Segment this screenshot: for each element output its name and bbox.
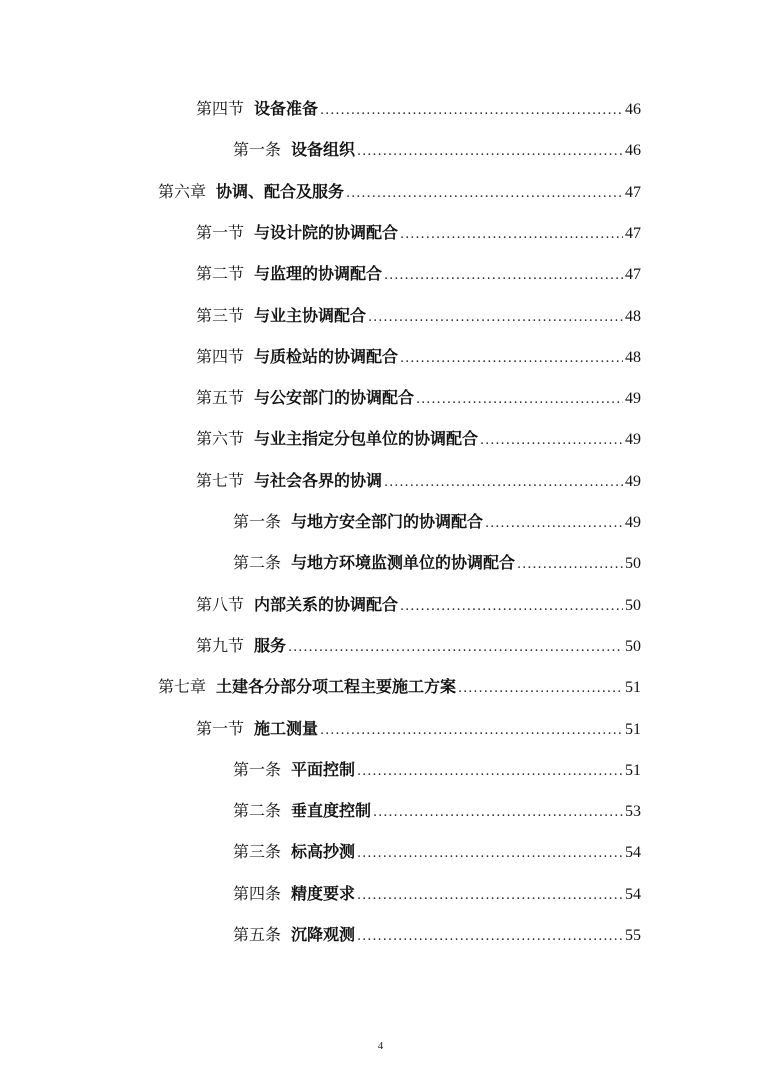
toc-entry-label: 第一条 [233,140,282,160]
toc-entry-title: 土建各分部分项工程主要施工方案 [216,677,457,697]
toc-entry-page: 47 [625,183,641,201]
toc-entry-label: 第八节 [196,594,245,614]
toc-entry-page: 48 [625,348,641,366]
toc-entry-label: 第二条 [233,553,282,573]
dot-leader [320,96,623,126]
toc-entry-title: 垂直度控制 [291,801,372,821]
dot-leader [373,798,623,828]
dot-leader [320,716,623,746]
toc-entry-page: 51 [625,679,641,697]
dot-leader [357,137,623,167]
dot-leader [357,757,623,787]
toc-entry[interactable] [196,466,641,496]
toc-entry-page: 49 [625,472,641,490]
dot-leader [517,550,623,580]
toc-entry-title: 设备准备 [254,99,319,118]
dot-leader [400,344,623,374]
toc-entry-title: 标高抄测 [291,842,356,862]
toc-entry[interactable] [233,879,641,909]
dot-leader [384,468,623,498]
toc-entry[interactable] [196,94,641,124]
toc-entry-title: 精度要求 [291,883,356,903]
toc-entry-label: 第七章 [158,677,207,697]
dot-leader [384,261,623,291]
toc-entry-label: 第六节 [196,429,245,449]
toc-entry[interactable] [196,383,641,413]
toc-entry[interactable] [158,177,641,207]
toc-entry-page: 50 [625,596,641,614]
toc-entry-title: 与社会各界的协调 [254,470,383,490]
toc-entry-title: 与监理的协调配合 [254,264,383,284]
toc-entry-title: 与地方环境监测单位的协调配合 [291,553,516,573]
toc-entry-page: 51 [625,720,641,738]
dot-leader [416,385,623,415]
toc-entry-page: 49 [625,390,641,408]
toc-entry-page: 54 [625,844,641,862]
toc-entry-page: 50 [625,637,641,655]
toc-entry-page: 54 [625,885,641,903]
toc-entry-page: 47 [625,266,641,284]
toc-entry[interactable] [196,590,641,620]
toc-entry-page: 53 [625,803,641,821]
toc-entry-page: 46 [625,101,641,118]
dot-leader [400,220,623,250]
dot-leader [357,922,623,952]
toc-entry-label: 第一条 [233,759,282,779]
toc-entry-label: 第四条 [233,883,282,903]
toc-entry-title: 与质检站的协调配合 [254,346,399,366]
toc-entry-title: 协调、配合及服务 [216,181,345,201]
toc-entry-label: 第九节 [196,635,245,655]
toc-entry[interactable] [158,672,641,702]
toc-entry-page: 48 [625,307,641,325]
toc-entry-title: 与业主指定分包单位的协调配合 [254,429,479,449]
toc-entry-title: 与地方安全部门的协调配合 [291,512,484,531]
toc-entry-title: 服务 [254,635,287,655]
toc-entry-label: 第三节 [196,305,245,325]
toc-entry[interactable] [196,259,641,289]
toc-entry[interactable] [233,507,641,537]
toc-entry-page: 49 [625,514,641,531]
dot-leader [357,839,623,869]
toc-entry-page: 51 [625,761,641,779]
toc-entry-label: 第一条 [233,512,282,531]
toc-entry[interactable] [196,342,641,372]
toc-entry-label: 第五条 [233,925,282,944]
toc-entry-title: 平面控制 [291,759,356,779]
toc-entry[interactable] [233,548,641,578]
toc-entry[interactable] [233,837,641,867]
toc-entry-page: 49 [625,431,641,449]
toc-entry-title: 沉降观测 [291,925,356,944]
toc-entry-label: 第一节 [196,222,245,242]
toc-entry-label: 第三条 [233,842,282,862]
dot-leader [458,674,623,704]
dot-leader [480,426,623,456]
toc-entry-label: 第五节 [196,388,245,408]
toc-entry[interactable] [233,135,641,165]
toc-entry-label: 第四节 [196,99,245,118]
toc-entry-page: 47 [625,224,641,242]
toc-entry-page: 55 [625,927,641,944]
toc-entry-label: 第七节 [196,470,245,490]
toc-entry-page: 50 [625,555,641,573]
toc-entry-label: 第六章 [158,181,207,201]
toc-entry-title: 与业主协调配合 [254,305,367,325]
toc-entry[interactable] [196,714,641,744]
dot-leader [485,509,623,539]
toc-entry-title: 设备组织 [291,140,356,160]
toc-entry[interactable] [233,920,641,950]
toc-entry-title: 与设计院的协调配合 [254,222,399,242]
toc-entry-title: 内部关系的协调配合 [254,594,399,614]
toc-entry[interactable] [196,424,641,454]
toc-entry[interactable] [233,796,641,826]
dot-leader [346,179,623,209]
toc-entry-label: 第一节 [196,718,245,738]
toc-entry[interactable] [196,301,641,331]
toc-entry[interactable] [196,218,641,248]
toc-entry-label: 第四节 [196,346,245,366]
dot-leader [288,633,623,663]
toc-entry-title: 施工测量 [254,718,319,738]
toc-entry-label: 第二条 [233,801,282,821]
page-number: 4 [377,1040,384,1052]
toc-entry-title: 与公安部门的协调配合 [254,388,415,408]
dot-leader [400,592,623,622]
dot-leader [368,303,623,333]
dot-leader [357,881,623,911]
toc-entry[interactable] [196,631,641,661]
toc-entry-page: 46 [625,142,641,160]
toc-entry[interactable] [233,755,641,785]
toc-entry-label: 第二节 [196,264,245,284]
